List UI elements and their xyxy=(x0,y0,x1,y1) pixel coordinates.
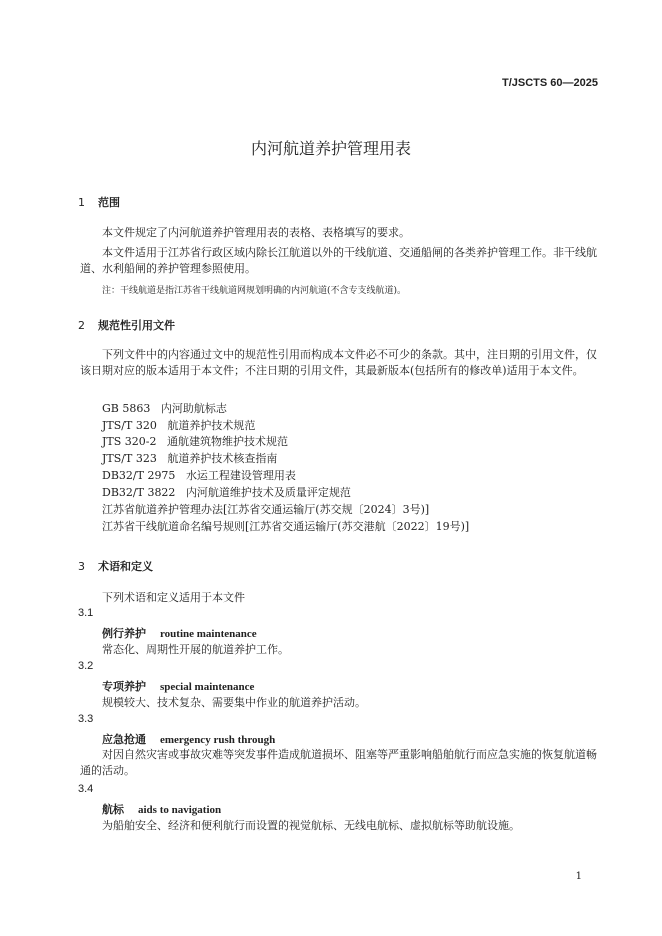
ref-item xyxy=(102,434,288,450)
ref-item xyxy=(102,418,255,434)
term-heading xyxy=(102,731,275,747)
section-2-number: 2 xyxy=(78,319,85,332)
ref-title: 内河助航标志 xyxy=(160,402,227,415)
section-1-heading xyxy=(78,194,120,210)
term-zh: 应急抢通 xyxy=(102,733,146,746)
term-definition: 对因自然灾害或事故灾难等突发事件造成航道损坏、阻塞等严重影响船舶航行而应急实施的恢复航道畅通的活动。 xyxy=(80,748,597,777)
term-en: aids to navigation xyxy=(138,804,222,816)
ref-code: DB32/T 2975 xyxy=(102,469,176,482)
terms-intro: 下列术语和定义适用于本文件 xyxy=(102,591,245,604)
section-3-number: 3 xyxy=(78,560,85,573)
ref-title: 航道养护技术规范 xyxy=(167,419,256,432)
section-1-number: 1 xyxy=(78,196,85,209)
ref-title: 水运工程建设管理用表 xyxy=(185,469,296,482)
ref-title: 航道养护技术核查指南 xyxy=(167,452,278,465)
term-definition: 规模较大、技术复杂、需要集中作业的航道养护活动。 xyxy=(102,696,366,709)
ref-item xyxy=(102,451,277,467)
ref-title: 内河航道维护技术及质量评定规范 xyxy=(185,486,351,499)
section-3-title: 术语和定义 xyxy=(98,560,153,573)
scope-paragraph-2: 本文件适用于江苏省行政区域内除长江航道以外的干线航道、交通船闸的各类养护管理工作。非干线航道、水利船闸的养护管理参照使用。 xyxy=(80,246,597,275)
term-zh: 专项养护 xyxy=(102,680,146,693)
ref-title: 通航建筑物维护技术规范 xyxy=(167,435,288,448)
ref-item xyxy=(102,401,227,417)
standard-number: T/JSCTS 60—2025 xyxy=(502,77,598,89)
section-2-title: 规范性引用文件 xyxy=(98,319,175,332)
ref-code: JTS 320-2 xyxy=(102,435,157,448)
normative-intro: 下列文件中的内容通过文中的规范性引用而构成本文件必不可少的条款。其中，注日期的引用文件，仅该日期对应的版本适用于本文件；不注日期的引用文件，其最新版本(包括所有的修改单)适用于本文件。 xyxy=(80,348,597,377)
term-number: 3.1 xyxy=(78,607,94,619)
term-en: special maintenance xyxy=(160,681,255,693)
scope-paragraph-1: 本文件规定了内河航道养护管理用表的表格、表格填写的要求。 xyxy=(102,226,410,239)
section-1-title: 范围 xyxy=(98,196,120,209)
term-zh: 航标 xyxy=(102,803,124,816)
page-number: 1 xyxy=(575,871,582,882)
term-definition: 常态化、周期性开展的航道养护工作。 xyxy=(102,643,289,656)
document-title: 内河航道养护管理用表 xyxy=(250,139,411,158)
term-number: 3.2 xyxy=(78,660,94,672)
ref-code: GB 5863 xyxy=(102,402,151,415)
ref-code: JTS/T 320 xyxy=(102,419,157,432)
ref-code: JTS/T 323 xyxy=(102,452,157,465)
term-number: 3.3 xyxy=(78,713,94,725)
term-heading xyxy=(102,678,254,694)
term-heading xyxy=(102,625,257,641)
ref-item: 江苏省航道养护管理办法[江苏省交通运输厅(苏交规〔2024〕3号)] xyxy=(102,503,430,516)
ref-item xyxy=(102,468,296,484)
ref-code: DB32/T 3822 xyxy=(102,486,176,499)
term-zh: 例行养护 xyxy=(102,627,146,640)
ref-item xyxy=(102,485,351,501)
scope-note: 注：干线航道是指江苏省干线航道网规划明确的内河航道(不含专支线航道)。 xyxy=(102,286,407,296)
section-2-heading xyxy=(78,317,175,333)
section-3-heading xyxy=(78,558,153,574)
term-number: 3.4 xyxy=(78,783,94,795)
ref-item: 江苏省干线航道命名编号规则[江苏省交通运输厅(苏交港航〔2022〕19号)] xyxy=(102,520,470,533)
term-en: emergency rush through xyxy=(160,734,276,746)
term-definition: 为船舶安全、经济和便利航行而设置的视觉航标、无线电航标、虚拟航标等助航设施。 xyxy=(102,819,520,832)
term-heading xyxy=(102,801,221,817)
term-en: routine maintenance xyxy=(160,628,257,640)
